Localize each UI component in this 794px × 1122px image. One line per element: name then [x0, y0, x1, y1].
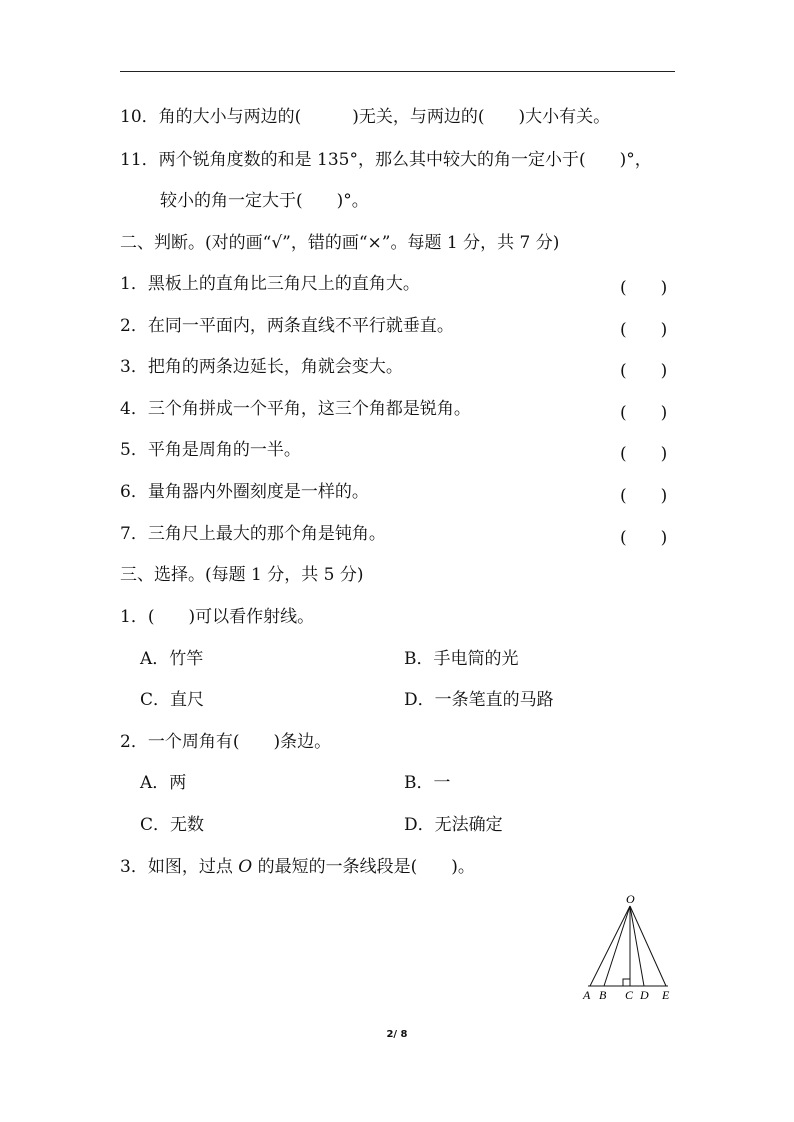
segment-ob [604, 906, 630, 986]
segment-od [630, 906, 644, 986]
choice-q1-option-d: D．一条笔直的马路 [404, 690, 554, 710]
judge-answer-box-5: ( ) [620, 444, 668, 464]
judge-answer-box-3: ( ) [620, 361, 668, 381]
label-o: O [626, 892, 635, 906]
question-11-line1: 11．两个锐角度数的和是 135°，那么其中较大的角一定小于( )°， [120, 150, 652, 170]
judge-heading: 二、判断。(对的画“√”，错的画“×”。每题 1 分，共 7 分) [120, 233, 560, 253]
segment-oe [630, 906, 666, 986]
judge-item-5: 5．平角是周角的一半。 [120, 440, 301, 460]
choice-q3-stem-suffix: 的最短的一条线段是( )。 [252, 857, 475, 877]
question-11-line2: 较小的角一定大于( )°。 [160, 191, 369, 211]
choice-q2-stem: 2．一个周角有( )条边。 [120, 732, 332, 752]
geometry-figure [578, 892, 678, 1004]
choice-q3-point-o: O [238, 857, 253, 877]
judge-answer-box-1: ( ) [620, 278, 668, 298]
choice-q1-option-c: C．直尺 [140, 690, 205, 710]
judge-item-1: 1．黑板上的直角比三角尺上的直角大。 [120, 274, 420, 294]
judge-answer-box-6: ( ) [620, 486, 668, 506]
judge-item-2: 2．在同一平面内，两条直线不平行就垂直。 [120, 316, 454, 336]
segment-oa [590, 906, 630, 986]
choice-q1-option-b: B．手电筒的光 [404, 649, 519, 669]
choice-q1-stem: 1．( )可以看作射线。 [120, 607, 315, 627]
judge-answer-box-7: ( ) [620, 528, 668, 548]
label-b: B [599, 988, 607, 1002]
label-a: A [583, 988, 591, 1002]
choice-q3-stem-prefix: 3．如图，过点 [120, 857, 239, 877]
judge-item-3: 3．把角的两条边延长，角就会变大。 [120, 357, 403, 377]
label-c: C [625, 988, 634, 1002]
choice-q2-option-c: C．无数 [140, 815, 205, 835]
judge-answer-box-2: ( ) [620, 320, 668, 340]
judge-item-6: 6．量角器内外圈刻度是一样的。 [120, 482, 369, 502]
choice-q2-option-b: B．一 [404, 773, 451, 793]
page-number: 2/ 8 [386, 1029, 408, 1040]
question-10: 10．角的大小与两边的( )无关，与两边的( )大小有关。 [120, 107, 611, 127]
choice-q2-option-a: A．两 [140, 773, 187, 793]
right-angle-mark [623, 979, 630, 986]
judge-item-7: 7．三角尺上最大的那个角是钝角。 [120, 524, 386, 544]
choice-q2-option-d: D．无法确定 [404, 815, 503, 835]
label-d: D [640, 988, 649, 1002]
choice-heading: 三、选择。(每题 1 分，共 5 分) [120, 565, 364, 585]
judge-item-4: 4．三个角拼成一个平角，这三个角都是锐角。 [120, 399, 471, 419]
header-rule [120, 71, 675, 72]
label-e: E [662, 988, 670, 1002]
choice-q1-option-a: A．竹竿 [140, 649, 204, 669]
choice-q3-stem [120, 856, 475, 878]
judge-answer-box-4: ( ) [620, 403, 668, 423]
